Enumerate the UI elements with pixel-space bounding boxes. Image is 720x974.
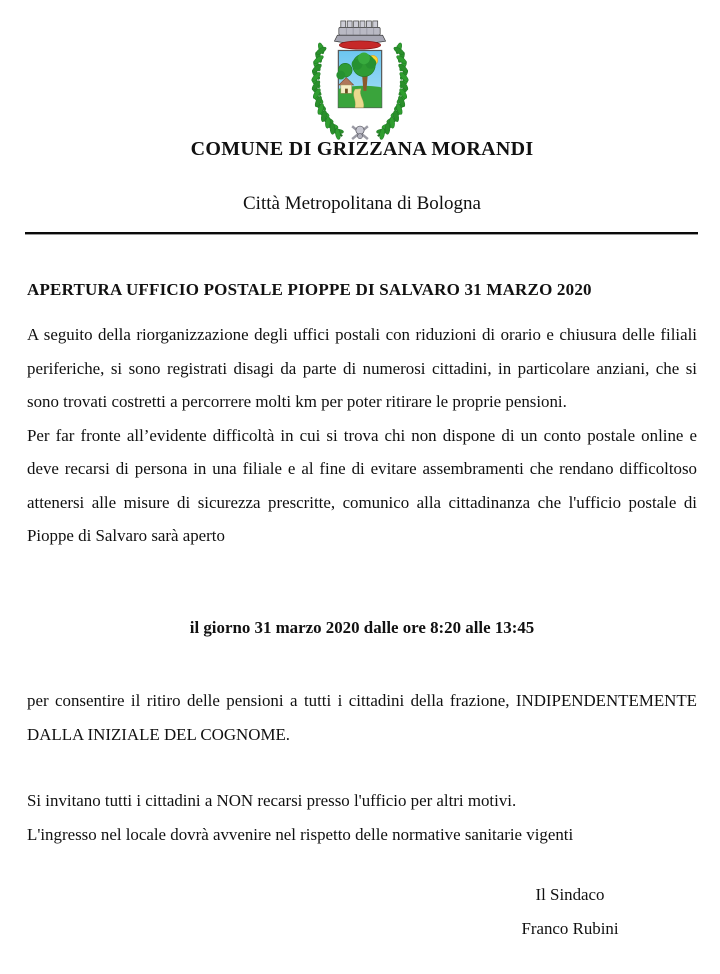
document-title: APERTURA UFFICIO POSTALE PIOPPE DI SALVARO 31 MARZO 2020 [27,280,592,299]
crest-shield [336,50,381,107]
notice-line: Si invitano tutti i cittadini a NON recarsi presso l'ufficio per altri motivi. [27,791,517,810]
body-text-block [27,318,697,553]
notice-line: L'ingresso nel locale dovrà avvenire nel rispetto delle normative sanitarie vigenti [27,824,574,844]
notices-block [27,784,697,851]
signature-block [470,878,670,945]
signature-name: Franco Rubini [521,918,619,938]
closing-paragraph: per consentire il ritiro delle pensioni a tutti i cittadini della frazione, INDIPENDENTEMENTE DALLA INIZIALE DEL COGNOME. [27,691,697,744]
body-paragraph: Per far fronte all’evidente difficoltà in cui si trova chi non dispone di un conto postale online e deve recarsi di persona in una filiale e al fine di evitare assembramenti che rendano difficoltoso attenersi alle misure di sicurezza prescritte, comunico alla cittadinanza che l'ufficio postale di Pioppe di Salvaro sarà aperto [27,425,697,545]
body-paragraph: A seguito della riorganizzazione degli uffici postali con riduzioni di orario e chiusura delle filiali periferiche, si sono registrati disagi da parte di numerosi cittadini, in particolare anziani, che si sono trovati costretti a percorrere molti km per poter ritirare le proprie pensioni. [27,325,697,411]
signature-role: Il Sindaco [535,885,605,904]
opening-hours-line: il giorno 31 marzo 2020 dalle ore 8:20 alle 13:45 [189,618,535,637]
municipality-subtitle: Città Metropolitana di Bologna [243,193,481,214]
municipal-coat-of-arms [300,18,420,142]
header-divider [25,232,698,235]
municipality-name: COMUNE DI GRIZZANA MORANDI [190,138,534,160]
mural-crown-icon [334,21,385,49]
